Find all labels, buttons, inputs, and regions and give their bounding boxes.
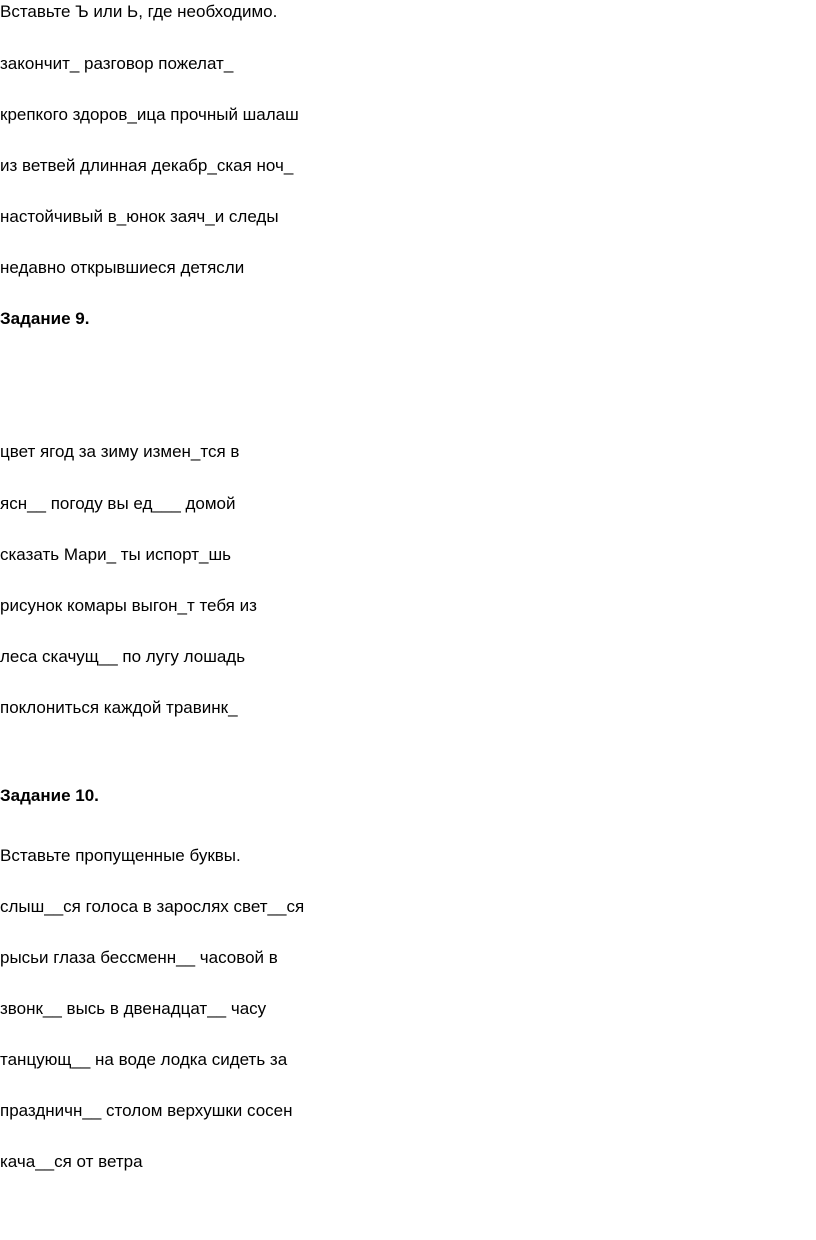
exercise-line: недавно открывшиеся детясли <box>0 258 245 277</box>
exercise-line: рысьи глаза бессменн__ часовой в <box>0 948 278 967</box>
instruction-text: Вставьте Ъ или Ь, где необходимо. <box>0 2 278 21</box>
exercise-line: закончит_ разговор пожелат_ <box>0 54 234 73</box>
exercise-line: цвет ягод за зиму измен_тся в <box>0 442 240 461</box>
exercise-line: звонк__ высь в двенадцат__ часу <box>0 999 267 1018</box>
exercise-line: леса скачущ__ по лугу лошадь <box>0 647 246 666</box>
exercise-line: сказать Мари_ ты испорт_шь <box>0 545 231 564</box>
exercise-line: танцующ__ на воде лодка сидеть за <box>0 1050 288 1069</box>
exercise-line: ясн__ погоду вы ед___ домой <box>0 494 236 513</box>
exercise-line: кача__ся от ветра <box>0 1152 143 1171</box>
exercise-line: поклониться каждой травинк_ <box>0 698 238 717</box>
task-9-heading: Задание 9. <box>0 309 90 328</box>
instruction-text: Вставьте пропущенные буквы. <box>0 846 241 865</box>
exercise-line: слыш__ся голоса в зарослях свет__ся <box>0 897 305 916</box>
task-10-heading: Задание 10. <box>0 786 99 805</box>
exercise-line: из ветвей длинная декабр_ская ноч_ <box>0 156 294 175</box>
exercise-line: праздничн__ столом верхушки сосен <box>0 1101 293 1120</box>
exercise-line: крепкого здоров_ица прочный шалаш <box>0 105 299 124</box>
exercise-line: рисунок комары выгон_т тебя из <box>0 596 257 615</box>
exercise-line: настойчивый в_юнок заяч_и следы <box>0 207 279 226</box>
